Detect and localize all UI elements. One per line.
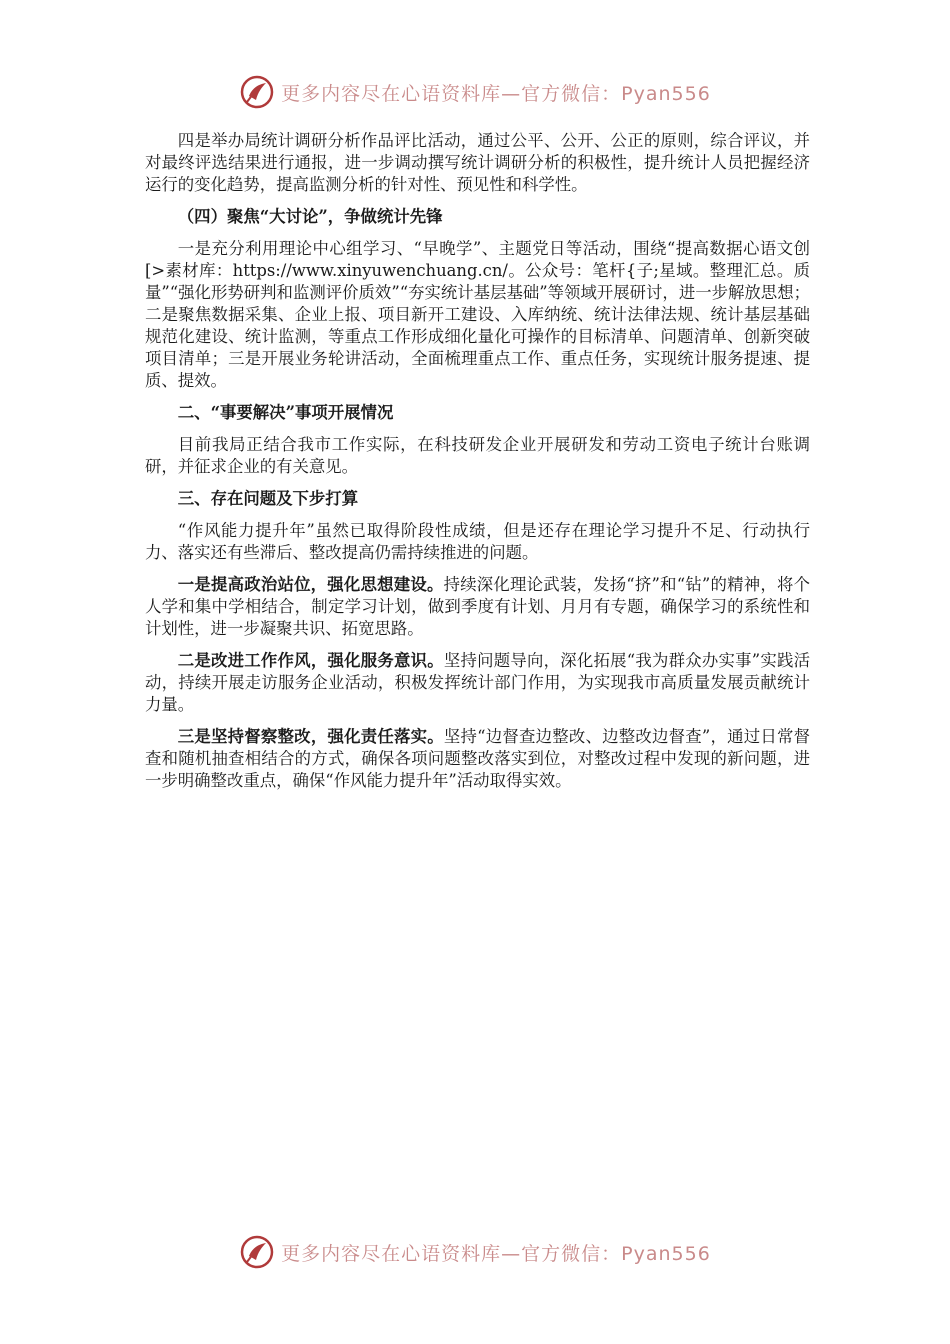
paragraph-5 — [145, 574, 810, 640]
paragraph-1: 四是举办局统计调研分析作品评比活动，通过公平、公开、公正的原则，综合评议，并对最终评选结果进行通报，进一步调动撰写统计调研分析的积极性，提升统计人员把握经济运行的变化趋势，提高监测分析的针对性、预见性和科学性。 — [145, 131, 810, 194]
paragraph-7-body: 坚持“边督查边整改、边整改边督查”，通过日常督查和随机抽查相结合的方式，确保各项问题整改落实到位，对整改过程中发现的新问题，进一步明确整改重点，确保“作风能力提升年”活动取得实效。 — [145, 727, 811, 790]
paragraph-7-lead: 三是坚持督察整改，强化责任落实。 — [177, 727, 444, 746]
section-heading-4: （四）聚焦“大讨论”，争做统计先锋 — [177, 207, 443, 226]
footer-banner-text: 更多内容尽在心语资料库—官方微信：Pyan556 — [281, 1242, 711, 1265]
header-banner-text: 更多内容尽在心语资料库—官方微信：Pyan556 — [281, 82, 711, 105]
paragraph-6-lead: 二是改进工作作风，强化服务意识。 — [177, 651, 444, 670]
paragraph-7 — [145, 726, 810, 792]
logo-icon — [239, 1234, 275, 1270]
paragraph-4: “作风能力提升年”虽然已取得阶段性成绩，但是还存在理论学习提升不足、行动执行力、落实还有些滞后、整改提高仍需持续推进的问题。 — [145, 521, 810, 562]
footer-banner — [0, 1232, 950, 1272]
paragraph-6-body: 坚持问题导向，深化拓展“我为群众办实事”实践活动，持续开展走访服务企业活动，积极发挥统计部门作用，为实现我市高质量发展贡献统计力量。 — [145, 651, 811, 714]
header-banner — [0, 72, 950, 112]
paragraph-2: 一是充分利用理论中心组学习、“早晚学”、主题党日等活动，围绕“提高数据心语文创[>素材库：https://www.xinyuwenchuang.cn/。公众号：笔杆{子;星域。整理汇总。质量”“强化形势研判和监测评价质效”“夯实统计基层基础”等领域开展研讨，进一步解放思想；二是聚焦数据采集、企业上报、项目新开工建设、入库纳统、统计法律法规、统计基层基础规范化建设、统计监测，等重点工作形成细化量化可操作的目标清单、问题清单、创新突破项目清单；三是开展业务轮讲活动，全面梳理重点工作、重点任务，实现统计服务提速、提质、提效。 — [145, 239, 810, 390]
paragraph-3: 目前我局正结合我市工作实际，在科技研发企业开展研发和劳动工资电子统计台账调研，并征求企业的有关意见。 — [145, 435, 810, 476]
logo-icon — [239, 74, 275, 110]
section-heading-2: 二、“事要解决”事项开展情况 — [177, 403, 394, 422]
paragraph-5-lead: 一是提高政治站位，强化思想建设。 — [177, 575, 444, 594]
section-heading-3: 三、存在问题及下步打算 — [177, 489, 359, 508]
paragraph-6 — [145, 650, 810, 716]
document-body — [145, 130, 810, 802]
paragraph-5-body: 持续深化理论武装，发扬“挤”和“钻”的精神，将个人学和集中学相结合，制定学习计划，做到季度有计划、月月有专题，确保学习的系统性和计划性，进一步凝聚共识、拓宽思路。 — [145, 575, 810, 638]
